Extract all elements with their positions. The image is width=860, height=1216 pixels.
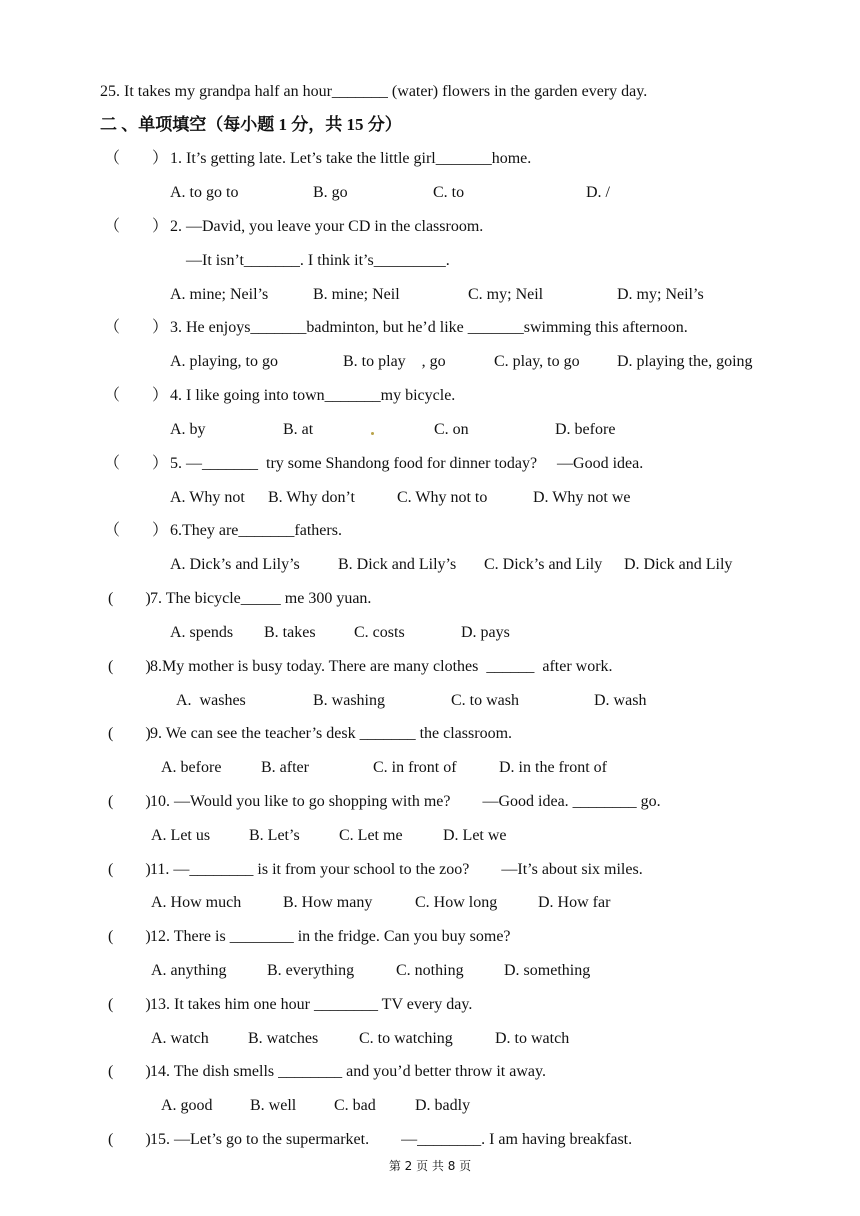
option-a: A. mine; Neil’s (170, 286, 269, 303)
answer-paren[interactable]: ( ) (108, 793, 151, 810)
option-c: C. How long (415, 894, 498, 911)
option-c: C. my; Neil (468, 286, 544, 303)
option-c: C. bad (334, 1097, 376, 1114)
answer-paren[interactable]: （ ） (104, 150, 169, 167)
option-b: B. everything (267, 962, 355, 979)
option-d: D. in the front of (499, 759, 607, 776)
question-stem: 3. He enjoys_______badminton, but he’d like _______swimming this afternoon. (170, 319, 688, 336)
question-stem: 8.My mother is busy today. There are many clothes ______ after work. (150, 658, 613, 675)
answer-paren[interactable]: ( ) (108, 928, 151, 945)
option-a: A. spends (170, 624, 234, 641)
option-b: B. at (283, 421, 314, 438)
answer-paren[interactable]: ( ) (108, 725, 151, 742)
answer-paren[interactable]: （ ） (104, 522, 169, 539)
option-a: A. How much (151, 894, 242, 911)
answer-paren[interactable]: ( ) (108, 1063, 151, 1080)
option-b: B. Dick and Lily’s (338, 556, 457, 573)
option-b: B. go (313, 184, 348, 201)
option-c: C. Let me (339, 827, 403, 844)
answer-paren[interactable]: ( ) (108, 658, 151, 675)
option-b: B. to play , go (343, 353, 446, 370)
option-c: C. costs (354, 624, 405, 641)
option-d: D. Let we (443, 827, 507, 844)
question-stem: 7. The bicycle_____ me 300 yuan. (150, 590, 372, 607)
option-a: A. to go to (170, 184, 239, 201)
question-stem: 4. I like going into town_______my bicycle. (170, 387, 456, 404)
question-stem: 14. The dish smells ________ and you’d better throw it away. (150, 1063, 546, 1080)
option-d: D. pays (461, 624, 510, 641)
question-stem: 15. —Let’s go to the supermarket. —________. I am having breakfast. (150, 1131, 633, 1148)
option-a: A. Why not (170, 489, 245, 506)
answer-paren[interactable]: （ ） (104, 319, 169, 336)
question-stem: 5. —_______ try some Shandong food for dinner today? —Good idea. (170, 455, 644, 472)
option-c: C. to (433, 184, 465, 201)
option-d: D. wash (594, 692, 647, 709)
option-c: C. Dick’s and Lily (484, 556, 603, 573)
answer-paren[interactable]: ( ) (108, 996, 151, 1013)
option-d: D. my; Neil’s (617, 286, 704, 303)
section-title: 二 、单项填空（每小题 1 分，共 15 分） (100, 115, 402, 134)
answer-paren[interactable]: （ ） (104, 218, 169, 235)
option-c: C. to wash (451, 692, 519, 709)
option-b: B. mine; Neil (313, 286, 400, 303)
option-b: B. Why don’t (268, 489, 355, 506)
option-a: A. washes (176, 692, 246, 709)
answer-paren[interactable]: （ ） (104, 387, 169, 404)
stray-dot (371, 432, 374, 435)
option-d: D. before (555, 421, 616, 438)
option-d: D. Why not we (533, 489, 631, 506)
option-c: C. to watching (359, 1030, 453, 1047)
option-d: D. playing the, going (617, 353, 753, 370)
option-b: B. well (250, 1097, 297, 1114)
question-stem: 6.They are_______fathers. (170, 522, 342, 539)
option-d: D. Dick and Lily (624, 556, 733, 573)
option-a: A. before (161, 759, 222, 776)
option-b: B. watches (248, 1030, 319, 1047)
option-b: B. How many (283, 894, 373, 911)
option-a: A. by (170, 421, 206, 438)
question-stem: 9. We can see the teacher’s desk _______ the classroom. (150, 725, 513, 742)
question-stem: 10. —Would you like to go shopping with me? —Good idea. ________ go. (150, 793, 661, 810)
option-a: A. good (161, 1097, 213, 1114)
option-a: A. Let us (151, 827, 211, 844)
option-b: B. takes (264, 624, 316, 641)
option-b: B. Let’s (249, 827, 300, 844)
page-footer: 第 2 页 共 8 页 (388, 1159, 472, 1173)
option-b: B. washing (313, 692, 385, 709)
option-c: C. play, to go (494, 353, 580, 370)
answer-paren[interactable]: （ ） (104, 455, 169, 472)
question-stem: 12. There is ________ in the fridge. Can you buy some? (150, 928, 511, 945)
option-c: C. on (434, 421, 469, 438)
option-d: D. / (586, 184, 610, 201)
option-a: A. watch (151, 1030, 209, 1047)
option-a: A. anything (151, 962, 227, 979)
option-c: C. nothing (396, 962, 464, 979)
answer-paren[interactable]: ( ) (108, 1131, 151, 1148)
option-c: C. Why not to (397, 489, 488, 506)
option-d: D. to watch (495, 1030, 570, 1047)
answer-paren[interactable]: ( ) (108, 590, 151, 607)
option-b: B. after (261, 759, 309, 776)
option-d: D. How far (538, 894, 611, 911)
option-d: D. badly (415, 1097, 471, 1114)
option-a: A. Dick’s and Lily’s (170, 556, 300, 573)
option-d: D. something (504, 962, 591, 979)
answer-paren[interactable]: ( ) (108, 861, 151, 878)
question-stem: 11. —________ is it from your school to the zoo? —It’s about six miles. (150, 861, 643, 878)
option-a: A. playing, to go (170, 353, 278, 370)
question-stem: 2. —David, you leave your CD in the classroom. (170, 218, 484, 235)
question-stem-response: —It isn’t_______. I think it’s_________. (186, 252, 450, 269)
question-25: 25. It takes my grandpa half an hour_______ (water) flowers in the garden every day. (100, 83, 648, 100)
question-stem: 13. It takes him one hour ________ TV every day. (150, 996, 473, 1013)
option-c: C. in front of (373, 759, 457, 776)
question-stem: 1. It’s getting late. Let’s take the little girl_______home. (170, 150, 532, 167)
